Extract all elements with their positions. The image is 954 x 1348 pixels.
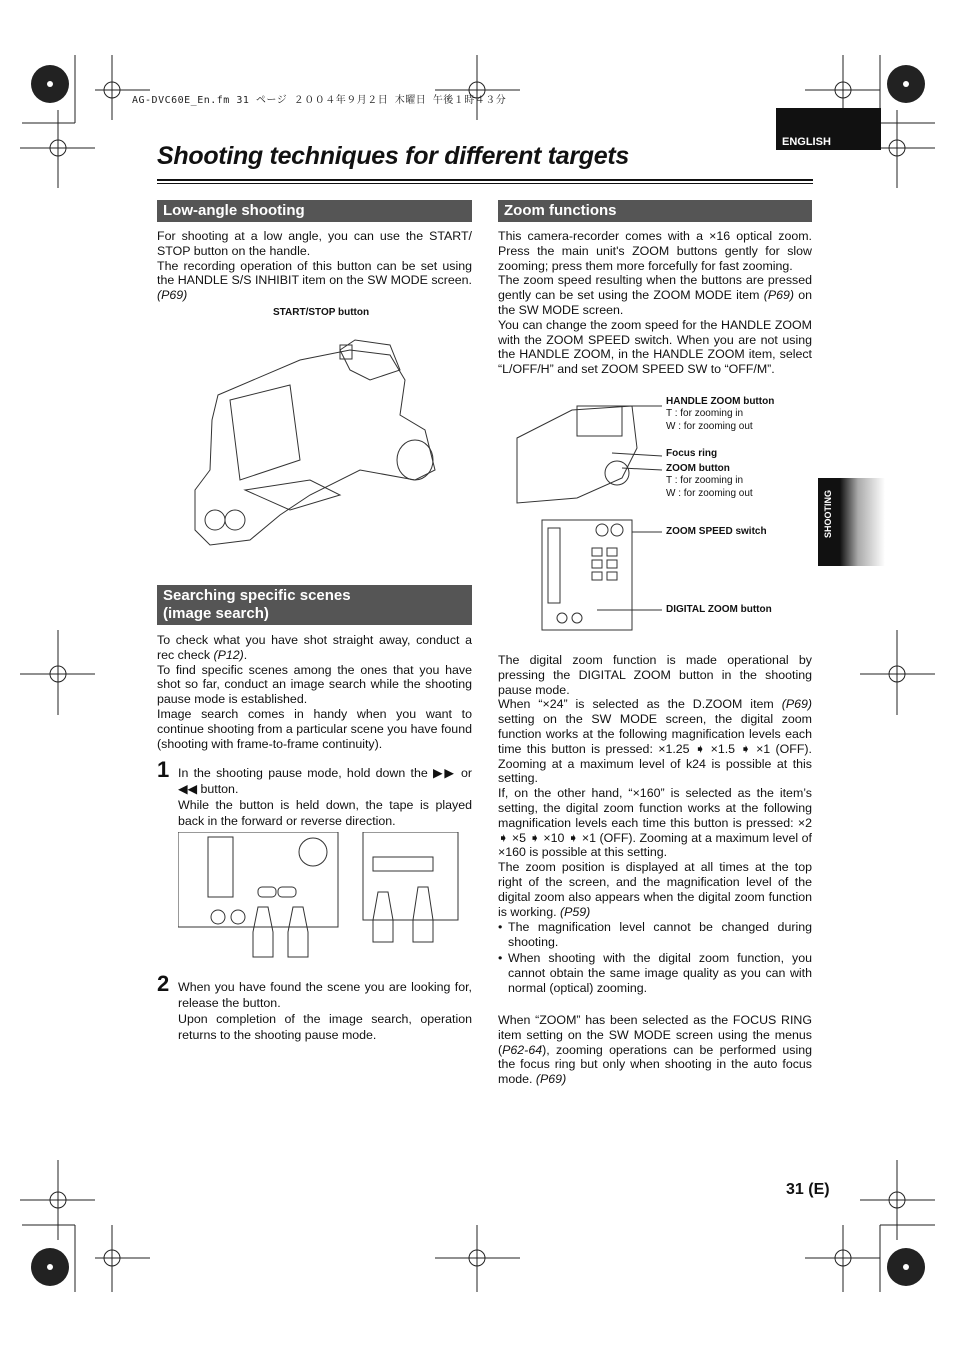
focus-ring-zoom-text (498, 1013, 812, 1087)
title-rule-thin (157, 183, 813, 184)
section-heading-low-angle: Low-angle shooting (157, 200, 472, 222)
language-tab: ENGLISH (776, 108, 881, 150)
section-heading-search (157, 585, 472, 625)
step-line: Upon completion of the image search, operation returns to the shooting pause mode. (178, 1012, 472, 1042)
zoom-controls-illustration (512, 398, 662, 633)
paragraph: To find specific scenes among the ones that you have shot so far, conduct an image search while the shooting pause mode is established. (157, 662, 472, 707)
search-text (157, 633, 472, 751)
zoom-callouts (666, 396, 774, 433)
heading-line: (image search) (163, 605, 269, 622)
step-line: In the shooting pause mode, hold down the ▶▶ or ◀◀ button. (178, 766, 472, 796)
bullet-item: • When shooting with the digital zoom function, you cannot obtain the same image quality as you can with normal (optical) zooming. (498, 951, 812, 995)
zoom-button-callout (666, 463, 753, 500)
paragraph: To check what you have shot straight away, conduct a rec check (P12). (157, 633, 472, 662)
zoom-w: W : for zooming out (666, 488, 753, 499)
paragraph: You can change the zoom speed for the HANDLE ZOOM with the ZOOM SPEED switch. When you are not using the HANDLE ZOOM, in the HANDLE ZOOM item, select “L/OFF/H” and set ZOOM SPEED SW to “OFF/M”. (498, 317, 812, 377)
zoom-text (498, 229, 812, 377)
title-rule (157, 179, 813, 181)
paragraph: When “ZOOM” has been selected as the FOCUS RING item setting on the SW MODE screen using the menus (P62-64), zooming operations can be performed using the focus ring but only when shooting in the auto focus mode. (P69) (498, 1013, 812, 1087)
step-line: When you have found the scene you are looking for, release the button. (178, 980, 472, 1010)
page-title: Shooting techniques for different targets (157, 142, 629, 170)
image-search-illustration (178, 832, 460, 960)
digital-zoom-text (498, 653, 812, 995)
handle-zoom-t: T : for zooming in (666, 408, 744, 419)
paragraph: The zoom speed resulting when the buttons are pressed gently can be set using the ZOOM MODE item (P69) on the SW MODE screen. (498, 273, 812, 317)
section-side-tab: SHOOTING (818, 478, 885, 566)
digital-zoom-label: DIGITAL ZOOM button (666, 604, 772, 615)
handle-zoom-w: W : for zooming out (666, 421, 753, 432)
step-number-2: 2 (157, 971, 170, 996)
paragraph: If, on the other hand, “×160” is selected as the item’s setting, the digital zoom function works at the following magnification levels each time this button is pressed: ×2 ➧ ×5 ➧ ×10 ➧ ×1 (OFF). Zooming at a maximum level of ×160 is possible at this setting. (498, 786, 812, 860)
page-number: 31 (E) (786, 1181, 830, 1198)
heading-line: Searching specific scenes (163, 587, 351, 604)
camera-illustration (190, 320, 440, 550)
paragraph: The zoom position is displayed at all times at the top right of the screen, and the magnification level of the digital zoom also appears when the digital zoom function is working. (P59) (498, 860, 812, 919)
zoom-t: T : for zooming in (666, 475, 744, 486)
step-2-text (178, 979, 472, 1043)
low-angle-text (157, 229, 472, 303)
paragraph: For shooting at a low angle, you can use the START/ STOP button on the handle. (157, 229, 472, 258)
focus-ring-label: Focus ring (666, 448, 718, 459)
step-number-1: 1 (157, 757, 170, 782)
section-heading-zoom: Zoom functions (498, 200, 812, 222)
paragraph: The digital zoom function is made operational by pressing the DIGITAL ZOOM button in the shooting pause mode. (498, 653, 812, 697)
paragraph: The recording operation of this button can be set using the HANDLE S/S INHIBIT item on the SW MODE screen. (P69) (157, 258, 472, 303)
bullet-item: • The magnification level cannot be changed during shooting. (498, 920, 812, 950)
paragraph: Image search comes in handy when you want to continue shooting from a particular scene you have found (shooting with frame-to-frame continuity). (157, 706, 472, 751)
step-1-text (178, 765, 472, 829)
step-line: While the button is held down, the tape is played back in the forward or reverse direction. (178, 798, 472, 828)
start-stop-caption: START/STOP button (273, 307, 370, 318)
handle-zoom-label: HANDLE ZOOM button (666, 396, 775, 407)
zoom-button-label: ZOOM button (666, 463, 730, 474)
zoom-speed-label: ZOOM SPEED switch (666, 526, 767, 537)
paragraph: When “×24” is selected as the D.ZOOM item (P69) setting on the SW MODE screen, the digital zoom function works at the following magnification levels each time this button is pressed: ×1.25 ➧ ×1.5 ➧ ×1 (OFF). Zooming at a maximum level of k24 is possible at this setting. (498, 697, 812, 786)
file-info-line: AG-DVC60E_En.fm 31 ページ ２００４年９月２日 木曜日 午後１時４３分 (132, 95, 507, 106)
paragraph: This camera-recorder comes with a ×16 optical zoom. Press the main unit's ZOOM buttons gently for slow zooming; press them more forcefully for fast zooming. (498, 229, 812, 273)
